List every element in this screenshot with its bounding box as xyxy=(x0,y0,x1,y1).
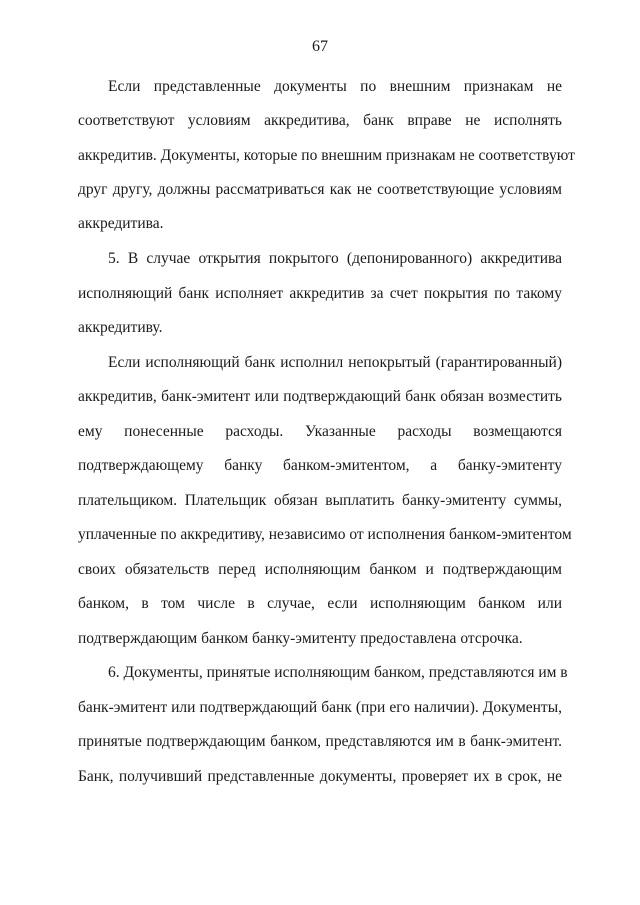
page-number: 67 xyxy=(312,38,328,55)
text-line: 5. В случае открытия покрытого (депонированного) аккредитива xyxy=(108,250,562,267)
text-line: банком, в том числе в случае, если исполняющим банком или xyxy=(78,595,562,612)
text-line: Если представленные документы по внешним признакам не xyxy=(108,78,562,95)
text-line: аккредитиву. xyxy=(78,319,163,336)
text-line: Если исполняющий банк исполнил непокрытый (гарантированный) xyxy=(108,354,562,371)
text-line: исполняющий банк исполняет аккредитив за счет покрытия по такому xyxy=(78,285,562,302)
text-line: принятые подтверждающим банком, представляются им в банк-эмитент. xyxy=(78,733,562,750)
text-line: ему понесенные расходы. Указанные расходы возмещаются xyxy=(78,423,562,440)
text-line: аккредитив. Документы, которые по внешним признакам не соответствуют xyxy=(78,147,575,164)
text-line: соответствуют условиям аккредитива, банк вправе не исполнять xyxy=(78,112,562,129)
text-line: 6. Документы, принятые исполняющим банком, представляются им в xyxy=(108,664,568,681)
text-line: подтверждающему банку банком-эмитентом, а банку-эмитенту xyxy=(78,457,562,474)
text-line: банк-эмитент или подтверждающий банк (при его наличии). Документы, xyxy=(78,699,562,716)
text-line: аккредитива. xyxy=(78,215,164,232)
text-line: Банк, получивший представленные документы, проверяет их в срок, не xyxy=(78,768,562,785)
text-line: друг другу, должны рассматриваться как не соответствующие условиям xyxy=(78,181,562,198)
text-line: уплаченные по аккредитиву, независимо от исполнения банком-эмитентом xyxy=(78,526,572,543)
text-line: аккредитив, банк-эмитент или подтверждающий банк обязан возместить xyxy=(78,388,562,405)
text-line: плательщиком. Плательщик обязан выплатить банку-эмитенту суммы, xyxy=(78,492,562,509)
text-line: подтверждающим банком банку-эмитенту предоставлена отсрочка. xyxy=(78,630,523,647)
text-line: своих обязательств перед исполняющим банком и подтверждающим xyxy=(78,561,562,578)
